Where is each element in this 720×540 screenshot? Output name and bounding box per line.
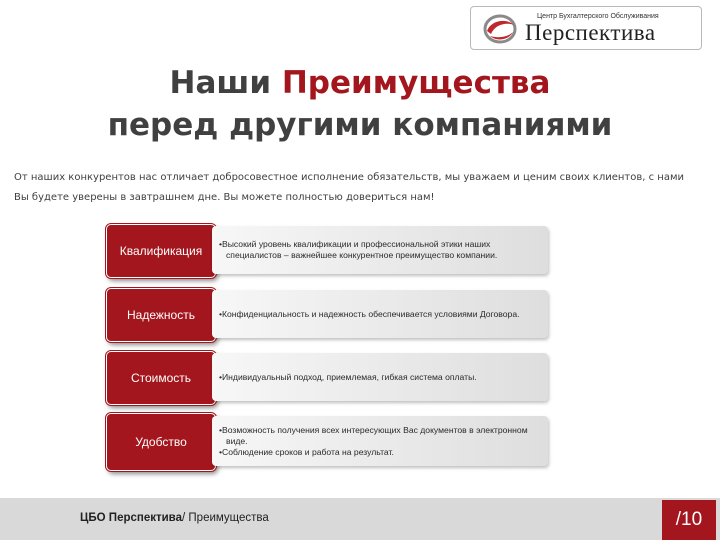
advantage-description-cost [212,353,548,401]
footer-bar [0,498,720,540]
slide-title [0,62,720,146]
advantage-bullet: •Индивидуальный подход, приемлемая, гибкая система оплаты. [219,371,477,382]
title-accent-part: Преимущества [281,65,551,101]
logo-brand-name: Перспектива [525,20,656,45]
advantage-description-reliability [212,290,548,338]
advantage-tile-cost [106,351,216,405]
advantage-label: Стоимость [130,371,192,385]
company-logo [470,6,702,50]
advantage-bullet: •Конфиденциальность и надежность обеспечивается условиями Договора. [219,308,520,319]
logo-subtitle: Центр Бухгалтерского Обслуживания [537,13,659,20]
title-line-2: перед другими компаниями [107,107,613,143]
footer-section: / Преимущества [182,512,269,524]
title-line-1 [0,62,720,104]
advantage-bullet: •Возможность получения всех интересующих Вас документов в электронном виде. [219,424,528,446]
footer-brand: ЦБО Перспектива [80,512,183,524]
page-number: /10 [662,500,716,540]
advantage-bullet: •Высокий уровень квалификации и профессиональной этики наших специалистов – важнейшее конкурентное преимущество компании. [219,239,498,260]
title-plain-part: Наши [169,65,282,101]
advantage-description-qualification [212,226,548,274]
advantage-bullet: •Соблюдение сроков и работа на результат. [219,446,394,457]
advantage-label: Квалификация [119,244,203,258]
logo-swirl-icon [483,12,517,46]
advantage-description-convenience [212,416,548,466]
intro-paragraph: От наших конкурентов нас отличает добросовестное исполнение обязательств, мы уважаем и ценим своих клиентов, с нами Вы будете уверены в завтрашнем дне. Вы можете полностью довериться нам! [14,172,684,203]
footer-breadcrumb [80,512,269,524]
advantage-label: Надежность [127,308,195,322]
advantage-tile-qualification [106,224,216,278]
advantage-label: Удобство [135,435,187,449]
advantage-tile-convenience [106,413,216,471]
advantage-tile-reliability [106,288,216,342]
